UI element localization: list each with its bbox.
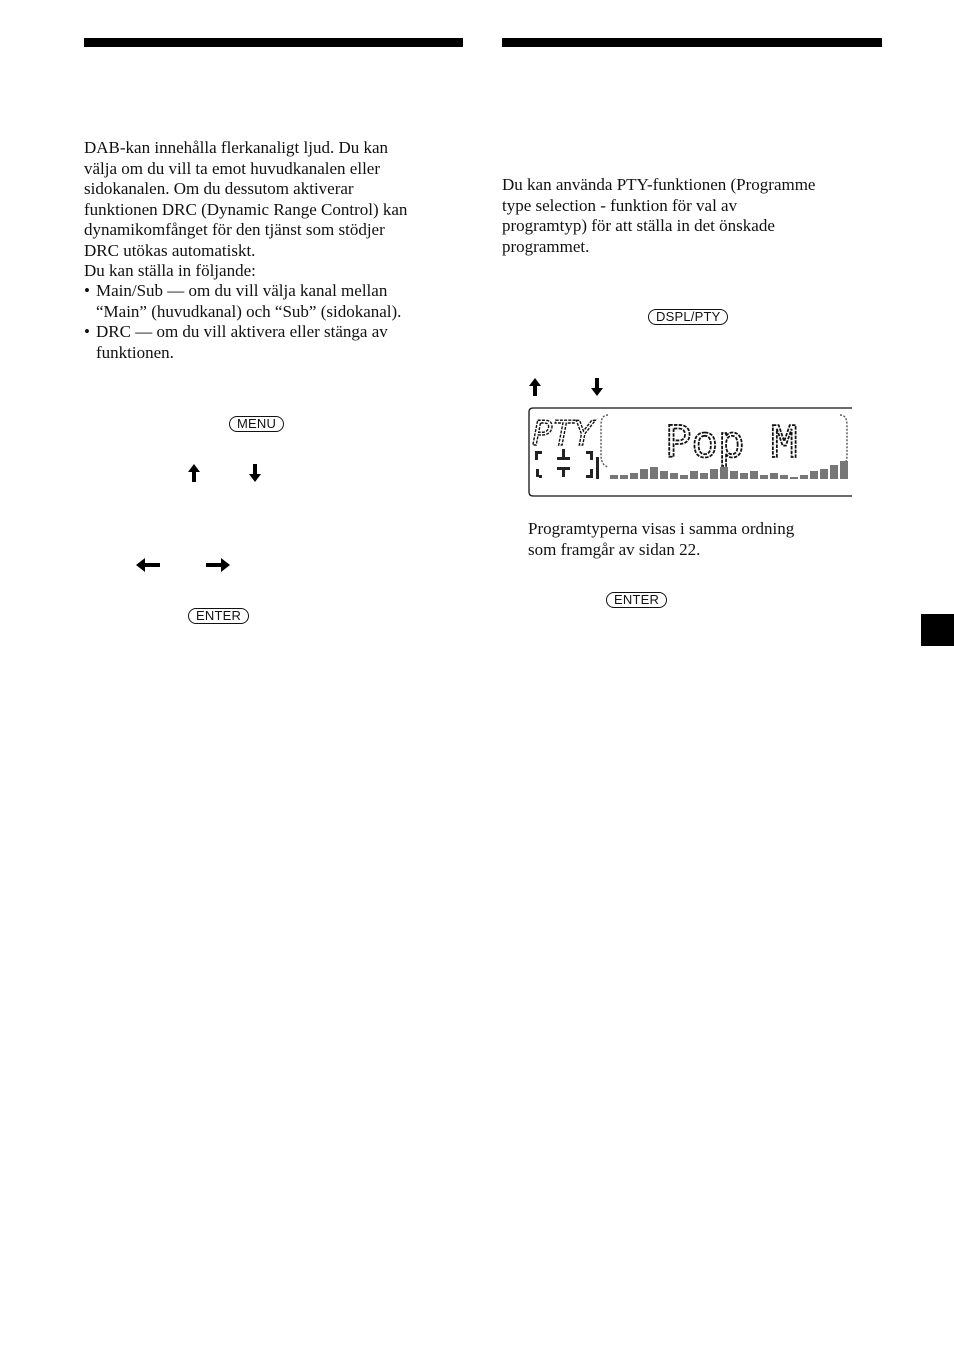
lcd-pty-label: PTY [532, 414, 594, 454]
right-note-line: som framgår av sidan 22. [528, 539, 701, 559]
lcd-program-type: Pop M [665, 417, 798, 468]
bullet-drc [84, 322, 474, 363]
menu-button[interactable]: MENU [229, 416, 284, 432]
right-note-paragraph [528, 519, 888, 560]
arrow-down-icon [590, 378, 604, 396]
enter-button-right[interactable]: ENTER [606, 592, 667, 608]
left-intro-line: dynamikomfånget för den tjänst som stödjer [84, 220, 385, 239]
right-intro-line: Du kan använda PTY-funktionen (Programme [502, 175, 816, 194]
dspl-pty-button[interactable]: DSPL/PTY [648, 309, 728, 325]
arrow-up-icon [187, 464, 201, 482]
left-header-rule [84, 38, 463, 47]
left-intro-paragraph [84, 138, 474, 282]
right-intro-paragraph [502, 175, 892, 257]
right-header-rule [502, 38, 882, 47]
arrow-left-icon [136, 558, 160, 572]
right-note-line: Programtyperna visas i samma ordning [528, 519, 795, 538]
left-intro-line: funktionen DRC (Dynamic Range Control) kan [84, 199, 408, 219]
right-intro-line: programmet. [502, 236, 590, 256]
bullet-line: Main/Sub — om du vill välja kanal mellan [96, 281, 388, 300]
left-intro-line: Du kan ställa in följande: [84, 261, 256, 280]
bullet-main-sub [84, 281, 474, 322]
enter-button[interactable]: ENTER [188, 608, 249, 624]
arrow-down-icon [248, 464, 262, 482]
bullet-line: “Main” (huvudkanal) och “Sub” (sidokanal). [96, 301, 402, 321]
left-intro-line: DRC utökas automatiskt. [84, 240, 256, 260]
bullet-dot: • [84, 322, 90, 341]
lcd-display [528, 407, 852, 497]
bullet-line: DRC — om du vill aktivera eller stänga av [96, 322, 388, 341]
bullet-dot: • [84, 281, 90, 300]
left-intro-line: välja om du vill ta emot huvudkanalen eller [84, 158, 380, 178]
bullet-line: funktionen. [96, 342, 174, 362]
page-side-tab [921, 614, 954, 646]
left-intro-line: sidokanalen. Om du dessutom aktiverar [84, 179, 354, 198]
left-intro-line: DAB-kan innehålla flerkanaligt ljud. Du kan [84, 138, 389, 157]
arrow-up-icon [528, 378, 542, 396]
arrow-right-icon [206, 558, 230, 572]
right-intro-line: programtyp) för att ställa in det önskade [502, 216, 775, 235]
right-intro-line: type selection - funktion för val av [502, 195, 738, 215]
